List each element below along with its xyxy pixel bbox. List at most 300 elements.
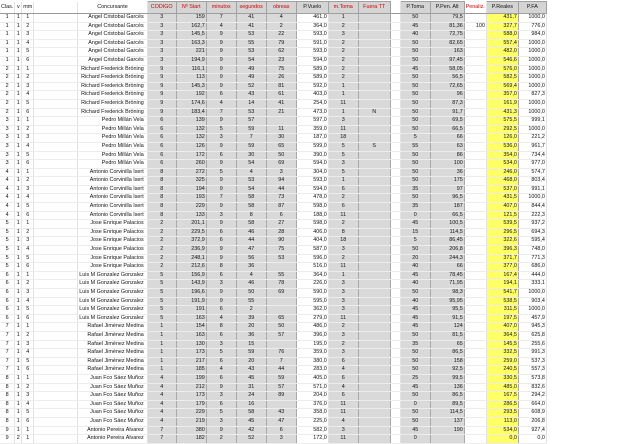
cell-p-pen-alt[interactable]: 86 [430, 151, 464, 160]
cell-blank[interactable] [34, 263, 78, 272]
cell-codigo[interactable]: 9 [147, 108, 176, 117]
cell-penaliz[interactable] [464, 297, 486, 306]
cell-clas[interactable]: 7 [0, 357, 15, 366]
cell-obreas[interactable]: 87 [266, 203, 296, 212]
cell-mm[interactable]: 1 [22, 435, 34, 444]
cell-v[interactable]: 1 [15, 263, 22, 272]
cell-p-pen-alt[interactable]: 136 [430, 383, 464, 392]
cell-p-toma[interactable]: 50 [400, 177, 430, 186]
cell-p-toma[interactable]: 50 [400, 331, 430, 340]
cell-v[interactable]: 1 [15, 56, 22, 65]
cell-m-toma[interactable]: 3 [328, 246, 358, 255]
cell-v[interactable]: 1 [15, 74, 22, 83]
cell-segundos[interactable]: 4 [236, 271, 266, 280]
cell-gap[interactable] [390, 392, 400, 401]
cell-clas[interactable]: 2 [0, 99, 15, 108]
cell-clas[interactable]: 1 [0, 48, 15, 57]
cell-mm[interactable]: 1 [22, 117, 34, 126]
cell-nl-start[interactable]: 139 [176, 117, 206, 126]
cell-blank[interactable] [34, 409, 78, 418]
cell-blank[interactable] [34, 297, 78, 306]
cell-nl-start[interactable]: 145,3 [176, 82, 206, 91]
cell-fuera-tt[interactable] [358, 366, 390, 375]
cell-v[interactable]: 1 [15, 65, 22, 74]
cell-v[interactable]: 1 [15, 331, 22, 340]
cell-blank[interactable] [34, 323, 78, 332]
cell-concursante[interactable]: Jose Enrique Palacios [78, 246, 147, 255]
cell-p-reales[interactable]: 407,0 [486, 203, 518, 212]
cell-minutos[interactable]: 9 [206, 39, 236, 48]
cell-codigo[interactable]: 4 [147, 374, 176, 383]
cell-p-reales[interactable]: 240,5 [486, 366, 518, 375]
cell-p-fa[interactable]: 903,4 [518, 297, 546, 306]
cell-p-reales[interactable]: 167,4 [486, 271, 518, 280]
cell-p-reales[interactable]: 407,0 [486, 323, 518, 332]
header-nl-start[interactable]: Nº Start [176, 2, 206, 14]
cell-blank[interactable] [34, 340, 78, 349]
cell-fuera-tt[interactable] [358, 48, 390, 57]
cell-nl-start[interactable]: 145,5 [176, 31, 206, 40]
cell-concursante[interactable]: Antonio Corvinilla Isert [78, 203, 147, 212]
cell-p-reales[interactable]: 534,0 [486, 426, 518, 435]
cell-penaliz[interactable] [464, 306, 486, 315]
header-p-reales[interactable]: P.Reales [486, 2, 518, 14]
cell-penaliz[interactable] [464, 289, 486, 298]
cell-p-reales[interactable]: 575,5 [486, 117, 518, 126]
cell-concursante[interactable]: Jose Enrique Palacios [78, 237, 147, 246]
cell-codigo[interactable]: 9 [147, 65, 176, 74]
cell-blank[interactable] [34, 65, 78, 74]
cell-p-fa[interactable]: 333,1 [518, 280, 546, 289]
cell-p-pen-alt[interactable]: 95,95 [430, 297, 464, 306]
cell-m-toma[interactable]: 6 [328, 203, 358, 212]
cell-m-toma[interactable]: 6 [328, 185, 358, 194]
cell-minutos[interactable]: 3 [206, 211, 236, 220]
cell-p-pen-alt[interactable]: 190 [430, 426, 464, 435]
cell-p-vuelo[interactable]: 589,0 [296, 74, 328, 83]
cell-mm[interactable]: 5 [22, 48, 34, 57]
cell-v[interactable]: 1 [15, 366, 22, 375]
cell-obreas[interactable]: 43 [266, 409, 296, 418]
cell-concursante[interactable]: Richard Frederick Bröning [78, 91, 147, 100]
cell-v[interactable]: 1 [15, 185, 22, 194]
cell-p-fa[interactable]: 1000,0 [518, 306, 546, 315]
cell-gap[interactable] [390, 417, 400, 426]
cell-minutos[interactable]: 9 [206, 48, 236, 57]
cell-clas[interactable]: 1 [0, 56, 15, 65]
cell-nl-start[interactable]: 174,6 [176, 99, 206, 108]
cell-gap[interactable] [390, 349, 400, 358]
cell-minutos[interactable]: 3 [206, 280, 236, 289]
cell-p-toma[interactable]: 25 [400, 374, 430, 383]
cell-penaliz[interactable] [464, 48, 486, 57]
cell-p-reales[interactable]: 537,0 [486, 185, 518, 194]
cell-fuera-tt[interactable] [358, 374, 390, 383]
cell-penaliz[interactable] [464, 323, 486, 332]
cell-p-fa[interactable]: 832,6 [518, 383, 546, 392]
cell-penaliz[interactable] [464, 237, 486, 246]
cell-obreas[interactable] [266, 306, 296, 315]
cell-p-fa[interactable]: 206,8 [518, 417, 546, 426]
cell-concursante[interactable]: Richard Frederick Bröning [78, 82, 147, 91]
cell-p-vuelo[interactable]: 405,0 [296, 374, 328, 383]
cell-blank[interactable] [34, 99, 78, 108]
cell-blank[interactable] [34, 331, 78, 340]
cell-p-reales[interactable]: 296,5 [486, 228, 518, 237]
cell-codigo[interactable]: 5 [147, 289, 176, 298]
cell-v[interactable]: 1 [15, 349, 22, 358]
cell-minutos[interactable]: 9 [206, 254, 236, 263]
cell-p-fa[interactable]: 686,0 [518, 263, 546, 272]
cell-blank[interactable] [34, 160, 78, 169]
cell-clas[interactable]: 6 [0, 271, 15, 280]
cell-segundos[interactable]: 59 [236, 125, 266, 134]
cell-blank[interactable] [34, 56, 78, 65]
cell-p-fa[interactable]: 991,1 [518, 185, 546, 194]
cell-p-pen-alt[interactable]: 97,45 [430, 56, 464, 65]
cell-v[interactable]: 1 [15, 14, 22, 23]
cell-nl-start[interactable]: 212 [176, 383, 206, 392]
cell-m-toma[interactable]: 1 [328, 177, 358, 186]
cell-minutos[interactable]: 7 [206, 108, 236, 117]
cell-p-toma[interactable]: 50 [400, 289, 430, 298]
cell-blank[interactable] [34, 91, 78, 100]
cell-mm[interactable]: 5 [22, 409, 34, 418]
cell-obreas[interactable]: 50 [266, 151, 296, 160]
cell-clas[interactable]: 8 [0, 400, 15, 409]
cell-p-reales[interactable]: 431,7 [486, 14, 518, 23]
cell-p-reales[interactable]: 557,4 [486, 39, 518, 48]
cell-minutos[interactable]: 3 [206, 392, 236, 401]
cell-p-fa[interactable]: 827,3 [518, 91, 546, 100]
cell-segundos[interactable]: 57 [236, 117, 266, 126]
cell-nl-start[interactable]: 219 [176, 417, 206, 426]
cell-p-pen-alt[interactable]: 71,95 [430, 280, 464, 289]
cell-p-reales[interactable]: 538,5 [486, 297, 518, 306]
cell-penaliz[interactable] [464, 357, 486, 366]
cell-nl-start[interactable]: 133 [176, 211, 206, 220]
cell-gap[interactable] [390, 357, 400, 366]
cell-segundos[interactable]: 20 [236, 357, 266, 366]
cell-fuera-tt[interactable] [358, 435, 390, 444]
cell-minutos[interactable]: 6 [206, 374, 236, 383]
cell-codigo[interactable]: 1 [147, 323, 176, 332]
cell-v[interactable]: 2 [15, 435, 22, 444]
cell-nl-start[interactable]: 325 [176, 177, 206, 186]
cell-mm[interactable]: 6 [22, 160, 34, 169]
cell-minutos[interactable]: 4 [206, 366, 236, 375]
cell-p-fa[interactable]: 748,0 [518, 246, 546, 255]
cell-blank[interactable] [34, 134, 78, 143]
cell-p-reales[interactable]: 536,0 [486, 142, 518, 151]
cell-penaliz[interactable] [464, 194, 486, 203]
cell-p-vuelo[interactable]: 599,0 [296, 142, 328, 151]
cell-p-fa[interactable]: 803,4 [518, 177, 546, 186]
cell-nl-start[interactable]: 132 [176, 134, 206, 143]
cell-concursante[interactable]: Angel Cristobal Garcés [78, 31, 147, 40]
cell-gap[interactable] [390, 246, 400, 255]
cell-blank[interactable] [34, 203, 78, 212]
header-blank[interactable] [34, 2, 78, 14]
cell-codigo[interactable]: 8 [147, 185, 176, 194]
cell-v[interactable]: 1 [15, 108, 22, 117]
cell-p-toma[interactable]: 50 [400, 14, 430, 23]
cell-v[interactable]: 1 [15, 22, 22, 31]
cell-clas[interactable]: 8 [0, 392, 15, 401]
cell-p-reales[interactable]: 330,5 [486, 374, 518, 383]
cell-obreas[interactable]: 3 [266, 168, 296, 177]
cell-v[interactable]: 1 [15, 314, 22, 323]
cell-m-toma[interactable]: 3 [328, 306, 358, 315]
cell-p-pen-alt[interactable]: 98,3 [430, 289, 464, 298]
cell-m-toma[interactable]: 3 [328, 289, 358, 298]
cell-minutos[interactable]: 9 [206, 74, 236, 83]
header-mm[interactable]: mm [22, 2, 34, 14]
cell-p-fa[interactable]: 608,9 [518, 409, 546, 418]
cell-p-vuelo[interactable]: 225,0 [296, 417, 328, 426]
cell-p-vuelo[interactable]: 364,0 [296, 271, 328, 280]
cell-obreas[interactable]: 28 [266, 228, 296, 237]
header-m-toma[interactable]: m.Toma [328, 2, 358, 14]
cell-v[interactable]: 1 [15, 177, 22, 186]
cell-p-toma[interactable]: 0 [400, 435, 430, 444]
cell-nl-start[interactable]: 194,9 [176, 56, 206, 65]
cell-codigo[interactable]: 6 [147, 160, 176, 169]
cell-p-toma[interactable]: 50 [400, 417, 430, 426]
cell-m-toma[interactable]: 3 [328, 331, 358, 340]
cell-gap[interactable] [390, 203, 400, 212]
header-clas[interactable]: Clas. [0, 2, 15, 14]
cell-concursante[interactable]: Angel Cristobal Garcés [78, 22, 147, 31]
cell-nl-start[interactable]: 380 [176, 426, 206, 435]
cell-p-pen-alt[interactable]: 114,5 [430, 409, 464, 418]
cell-obreas[interactable]: 76 [266, 349, 296, 358]
cell-obreas[interactable]: 61 [266, 91, 296, 100]
cell-segundos[interactable]: 49 [236, 74, 266, 83]
cell-p-vuelo[interactable]: 390,0 [296, 151, 328, 160]
cell-p-pen-alt[interactable]: 72,75 [430, 31, 464, 40]
cell-obreas[interactable]: 69 [266, 289, 296, 298]
cell-concursante[interactable]: Richard Frederick Bröning [78, 99, 147, 108]
cell-penaliz[interactable] [464, 409, 486, 418]
cell-p-reales[interactable]: 582,5 [486, 74, 518, 83]
cell-penaliz[interactable] [464, 151, 486, 160]
cell-v[interactable]: 1 [15, 340, 22, 349]
cell-nl-start[interactable]: 163 [176, 314, 206, 323]
cell-p-reales[interactable]: 468,0 [486, 177, 518, 186]
cell-p-toma[interactable]: 50 [400, 366, 430, 375]
cell-segundos[interactable]: 8 [236, 211, 266, 220]
cell-p-vuelo[interactable]: 204,0 [296, 392, 328, 401]
cell-m-toma[interactable]: 3 [328, 117, 358, 126]
cell-clas[interactable]: 9 [0, 426, 15, 435]
cell-nl-start[interactable]: 183,4 [176, 108, 206, 117]
cell-concursante[interactable]: Rafael Jiménez Medina [78, 357, 147, 366]
cell-fuera-tt[interactable] [358, 417, 390, 426]
cell-concursante[interactable]: Juan Fco Sáez Muñoz [78, 417, 147, 426]
cell-clas[interactable]: 8 [0, 374, 15, 383]
cell-p-pen-alt[interactable]: 66 [430, 134, 464, 143]
cell-minutos[interactable]: 6 [206, 357, 236, 366]
cell-p-fa[interactable]: 1000,0 [518, 82, 546, 91]
cell-segundos[interactable]: 59 [236, 349, 266, 358]
cell-p-reales[interactable]: 364,5 [486, 331, 518, 340]
cell-obreas[interactable]: 6 [266, 211, 296, 220]
cell-p-pen-alt[interactable]: 69,5 [430, 117, 464, 126]
cell-v[interactable]: 1 [15, 374, 22, 383]
cell-codigo[interactable]: 3 [147, 22, 176, 31]
cell-p-vuelo[interactable]: 254,0 [296, 99, 328, 108]
cell-obreas[interactable]: 11 [266, 125, 296, 134]
cell-codigo[interactable]: 5 [147, 314, 176, 323]
cell-p-fa[interactable]: 1000,0 [518, 65, 546, 74]
cell-gap[interactable] [390, 254, 400, 263]
cell-gap[interactable] [390, 323, 400, 332]
header-concursante[interactable]: Concursante [78, 2, 147, 14]
cell-minutos[interactable]: 6 [206, 271, 236, 280]
cell-fuera-tt[interactable] [358, 74, 390, 83]
cell-mm[interactable]: 1 [22, 323, 34, 332]
cell-mm[interactable]: 2 [22, 177, 34, 186]
cell-p-pen-alt[interactable]: 97 [430, 185, 464, 194]
cell-mm[interactable]: 1 [22, 426, 34, 435]
cell-fuera-tt[interactable] [358, 151, 390, 160]
cell-segundos[interactable]: 58 [236, 409, 266, 418]
cell-clas[interactable]: 3 [0, 117, 15, 126]
cell-mm[interactable]: 3 [22, 31, 34, 40]
cell-p-vuelo[interactable]: 597,0 [296, 117, 328, 126]
cell-m-toma[interactable]: 5 [328, 151, 358, 160]
cell-gap[interactable] [390, 409, 400, 418]
cell-fuera-tt[interactable] [358, 168, 390, 177]
cell-v[interactable]: 1 [15, 194, 22, 203]
cell-p-pen-alt[interactable]: 100,5 [430, 220, 464, 229]
cell-nl-start[interactable]: 217 [176, 357, 206, 366]
cell-obreas[interactable] [266, 297, 296, 306]
cell-penaliz[interactable] [464, 142, 486, 151]
cell-segundos[interactable]: 30 [236, 151, 266, 160]
cell-blank[interactable] [34, 31, 78, 40]
cell-p-pen-alt[interactable]: 79,5 [430, 14, 464, 23]
cell-p-reales[interactable]: 546,6 [486, 56, 518, 65]
cell-p-fa[interactable]: 1000,0 [518, 99, 546, 108]
cell-p-vuelo[interactable]: 591,0 [296, 39, 328, 48]
cell-blank[interactable] [34, 220, 78, 229]
cell-fuera-tt[interactable] [358, 65, 390, 74]
cell-codigo[interactable]: 3 [147, 39, 176, 48]
cell-p-reales[interactable]: 113,0 [486, 417, 518, 426]
cell-p-vuelo[interactable]: 516,0 [296, 263, 328, 272]
cell-fuera-tt[interactable] [358, 99, 390, 108]
cell-p-reales[interactable]: 311,5 [486, 306, 518, 315]
cell-p-toma[interactable]: 35 [400, 203, 430, 212]
cell-blank[interactable] [34, 22, 78, 31]
cell-v[interactable]: 1 [15, 306, 22, 315]
cell-codigo[interactable]: 5 [147, 271, 176, 280]
cell-segundos[interactable]: 20 [236, 323, 266, 332]
cell-blank[interactable] [34, 392, 78, 401]
cell-minutos[interactable]: 9 [206, 177, 236, 186]
cell-penaliz[interactable] [464, 74, 486, 83]
cell-codigo[interactable]: 6 [147, 142, 176, 151]
cell-fuera-tt[interactable] [358, 246, 390, 255]
cell-minutos[interactable]: 9 [206, 383, 236, 392]
cell-segundos[interactable]: 53 [236, 177, 266, 186]
cell-minutos[interactable]: 3 [206, 134, 236, 143]
cell-v[interactable]: 1 [15, 168, 22, 177]
cell-v[interactable]: 1 [15, 323, 22, 332]
cell-nl-start[interactable]: 229 [176, 409, 206, 418]
cell-p-vuelo[interactable]: 403,0 [296, 91, 328, 100]
cell-p-reales[interactable]: 396,3 [486, 246, 518, 255]
cell-nl-start[interactable]: 260 [176, 160, 206, 169]
cell-p-pen-alt[interactable]: 92,5 [430, 366, 464, 375]
cell-p-fa[interactable]: 1000,0 [518, 108, 546, 117]
cell-clas[interactable]: 2 [0, 91, 15, 100]
cell-blank[interactable] [34, 383, 78, 392]
cell-p-vuelo[interactable]: 478,0 [296, 194, 328, 203]
cell-minutos[interactable]: 5 [206, 349, 236, 358]
cell-gap[interactable] [390, 237, 400, 246]
cell-clas[interactable]: 5 [0, 254, 15, 263]
cell-blank[interactable] [34, 194, 78, 203]
cell-segundos[interactable]: 36 [236, 331, 266, 340]
cell-p-reales[interactable]: 539,5 [486, 220, 518, 229]
cell-clas[interactable]: 6 [0, 306, 15, 315]
cell-m-toma[interactable]: 8 [328, 228, 358, 237]
cell-p-pen-alt[interactable]: 58,05 [430, 65, 464, 74]
cell-gap[interactable] [390, 263, 400, 272]
cell-blank[interactable] [34, 374, 78, 383]
cell-segundos[interactable]: 31 [236, 383, 266, 392]
cell-m-toma[interactable]: 3 [328, 297, 358, 306]
cell-p-vuelo[interactable]: 582,0 [296, 426, 328, 435]
cell-mm[interactable]: 2 [22, 22, 34, 31]
cell-m-toma[interactable]: 1 [328, 271, 358, 280]
cell-codigo[interactable]: 9 [147, 99, 176, 108]
cell-mm[interactable]: 2 [22, 280, 34, 289]
cell-fuera-tt[interactable] [358, 314, 390, 323]
cell-v[interactable]: 1 [15, 91, 22, 100]
cell-concursante[interactable]: Antonio Pereira Álvarez [78, 435, 147, 444]
cell-obreas[interactable]: 62 [266, 48, 296, 57]
cell-minutos[interactable]: 9 [206, 220, 236, 229]
cell-mm[interactable]: 4 [22, 297, 34, 306]
cell-minutos[interactable]: 4 [206, 314, 236, 323]
cell-concursante[interactable]: Luis M Gonzalez Gonzalez [78, 280, 147, 289]
cell-obreas[interactable]: 81 [266, 82, 296, 91]
cell-codigo[interactable]: 4 [147, 392, 176, 401]
cell-p-toma[interactable]: 50 [400, 117, 430, 126]
cell-nl-start[interactable]: 126 [176, 142, 206, 151]
cell-nl-start[interactable]: 199 [176, 374, 206, 383]
cell-fuera-tt[interactable]: S [358, 142, 390, 151]
cell-clas[interactable]: 2 [0, 65, 15, 74]
cell-p-vuelo[interactable]: 596,0 [296, 254, 328, 263]
header-segundos[interactable]: segundos [236, 2, 266, 14]
cell-penaliz[interactable] [464, 349, 486, 358]
cell-penaliz[interactable] [464, 331, 486, 340]
cell-penaliz[interactable] [464, 177, 486, 186]
header-p-vuelo[interactable]: P.Vuelo [296, 2, 328, 14]
cell-m-toma[interactable]: 2 [328, 220, 358, 229]
cell-p-vuelo[interactable]: 359,0 [296, 349, 328, 358]
cell-mm[interactable]: 2 [22, 383, 34, 392]
cell-p-toma[interactable]: 40 [400, 280, 430, 289]
cell-clas[interactable]: 7 [0, 323, 15, 332]
cell-segundos[interactable]: 46 [236, 280, 266, 289]
cell-mm[interactable]: 4 [22, 142, 34, 151]
